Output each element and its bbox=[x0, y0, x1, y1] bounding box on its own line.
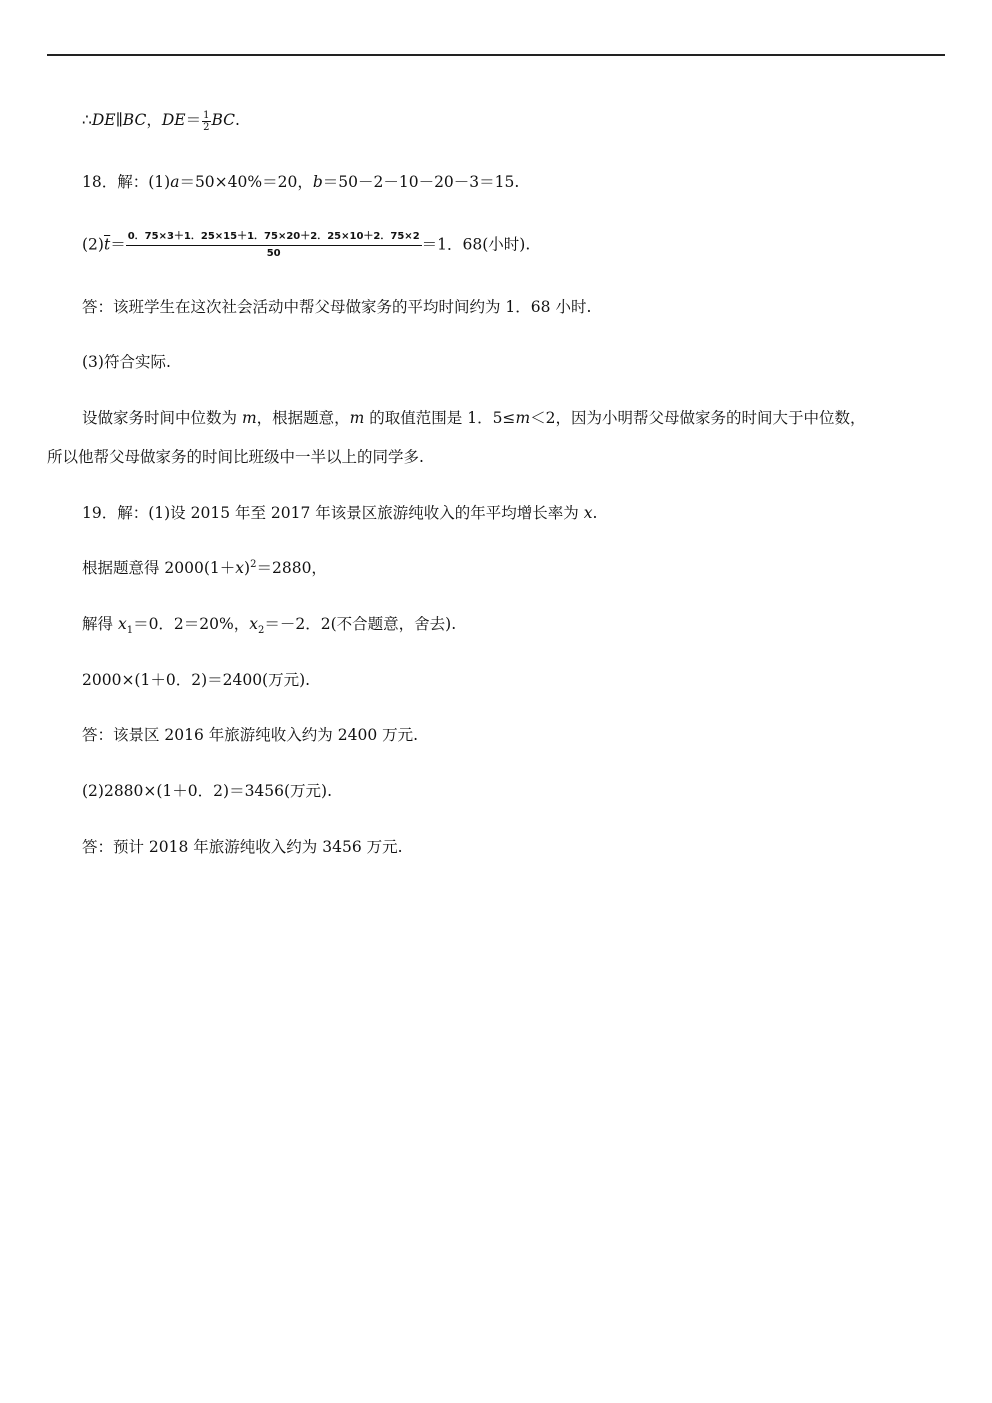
var-x: x bbox=[235, 559, 245, 577]
therefore-symbol: ∴ bbox=[82, 111, 92, 129]
line-q18-part3: (3)符合实际. bbox=[82, 353, 171, 371]
var-de: DE bbox=[91, 111, 116, 129]
var-x: x bbox=[583, 504, 593, 522]
equals: ＝ bbox=[185, 111, 202, 129]
text: 解得 bbox=[82, 615, 118, 633]
text: 的取值范围是 1．5≤ bbox=[364, 409, 516, 427]
var-m: m bbox=[349, 409, 365, 427]
var-a: a bbox=[170, 173, 180, 191]
var-b: b bbox=[312, 173, 323, 191]
line-q18-part2-mean bbox=[82, 230, 530, 261]
line-q19-answer2: 答：预计 2018 年旅游纯收入约为 3456 万元. bbox=[82, 838, 403, 856]
text: . bbox=[592, 504, 598, 522]
frac-num: 1 bbox=[203, 109, 210, 121]
frac-den: 50 bbox=[266, 248, 281, 259]
line-q19-part1 bbox=[82, 502, 597, 524]
text: ＝50－2－10－20－3＝15. bbox=[322, 173, 520, 191]
text: (2) bbox=[82, 235, 104, 254]
subscript: 2 bbox=[258, 625, 265, 637]
period: . bbox=[235, 111, 240, 129]
subscript: 1 bbox=[126, 625, 134, 637]
frac-num: 0．75×3＋1．25×15＋1．75×20＋2．25×10＋2．75×2 bbox=[126, 230, 422, 246]
text: ) bbox=[244, 559, 251, 577]
line-q19-answer1: 答：该景区 2016 年旅游纯收入约为 2400 万元. bbox=[82, 726, 419, 744]
line-parallel-conclusion bbox=[82, 109, 240, 133]
var-bc: BC bbox=[211, 111, 236, 129]
line-q19-calc: 2000×(1＋0．2)＝2400(万元). bbox=[82, 671, 311, 689]
var-x: x bbox=[249, 615, 258, 633]
var-x: x bbox=[117, 615, 127, 633]
parallel-symbol: ∥ bbox=[115, 111, 123, 129]
var-t-bar: $\overline{t}$ bbox=[103, 235, 111, 254]
text: ＝0．2＝20%， bbox=[133, 615, 250, 633]
exponent: 2 bbox=[250, 558, 257, 570]
fraction-one-half bbox=[202, 110, 210, 133]
var-m: m bbox=[515, 409, 531, 427]
header-rule bbox=[47, 54, 945, 56]
var-bc: BC bbox=[122, 111, 147, 129]
mean-fraction bbox=[126, 230, 422, 261]
line-q18-reason-cont: 所以他帮父母做家务的时间比班级中一半以上的同学多. bbox=[47, 448, 424, 466]
text: 根据题意得 2000(1＋ bbox=[82, 559, 236, 577]
line-q18-answer: 答：该班学生在这次社会活动中帮父母做家务的平均时间约为 1．68 小时. bbox=[82, 298, 592, 316]
line-q18-reason bbox=[47, 407, 866, 429]
text: ＝2880， bbox=[256, 559, 327, 577]
var-m: m bbox=[241, 409, 257, 427]
text: 19．解：(1)设 2015 年至 2017 年该景区旅游纯收入的年平均增长率为 bbox=[82, 504, 584, 522]
frac-den: 2 bbox=[203, 121, 210, 133]
equals: ＝ bbox=[110, 235, 126, 254]
comma: ， bbox=[146, 111, 162, 129]
line-q18-part1 bbox=[82, 171, 519, 193]
text: 设做家务时间中位数为 bbox=[82, 409, 242, 427]
text: ＝1．68(小时). bbox=[421, 235, 531, 254]
var-de: DE bbox=[161, 111, 186, 129]
line-q19-solution bbox=[82, 613, 456, 635]
text: ，根据题意， bbox=[256, 409, 350, 427]
text: 18．解：(1) bbox=[82, 173, 171, 191]
text: ＜2，因为小明帮父母做家务的时间大于中位数， bbox=[530, 409, 866, 427]
line-q19-equation bbox=[82, 557, 327, 579]
text: ＝50×40%＝20， bbox=[179, 173, 313, 191]
line-q19-part2: (2)2880×(1＋0．2)＝3456(万元). bbox=[82, 782, 333, 800]
text: ＝－2．2(不合题意，舍去). bbox=[264, 615, 457, 633]
